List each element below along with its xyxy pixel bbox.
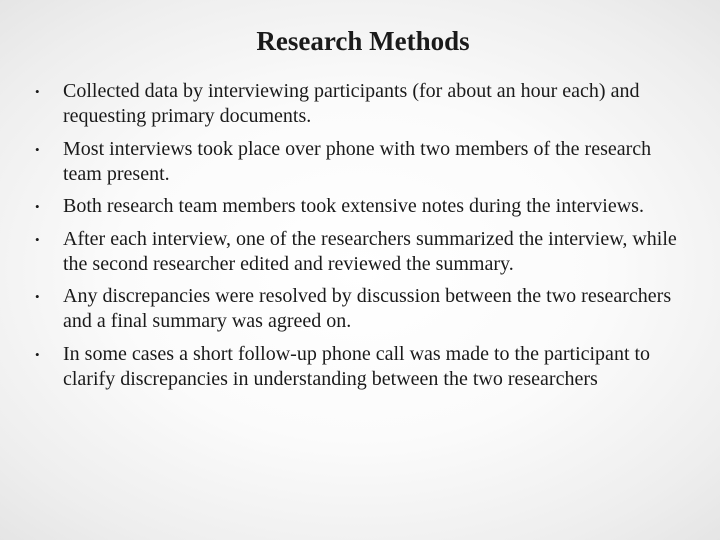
bullet-item [35,194,685,219]
bullet-item [35,284,685,334]
bullet-icon: • [35,84,40,99]
bullet-text: Most interviews took place over phone with two members of the research team present. [63,137,652,185]
bullet-icon: • [35,346,40,362]
slide-title: Research Methods [256,26,470,56]
bullet-text: Both research team members took extensive notes during the interviews. [63,195,644,217]
bullet-item [35,79,685,129]
bullet-text: Collected data by interviewing participants (for about an hour each) and requesting primary documents. [63,80,640,127]
bullet-text: Any discrepancies were resolved by discussion between the two researchers and a final summary was agreed on. [63,285,672,332]
bullet-list [35,79,685,399]
bullet-icon: • [35,141,40,157]
bullet-item [35,137,685,187]
bullet-icon: • [35,199,40,214]
bullet-item [35,342,685,392]
bullet-item [35,227,685,277]
bullet-text: In some cases a short follow-up phone call was made to the participant to clarify discrepancies in understanding between the two researchers [63,342,651,390]
bullet-icon: • [35,289,40,304]
bullet-text: After each interview, one of the researchers summarized the interview, while the second researcher edited and reviewed the summary. [63,227,677,275]
bullet-icon: • [35,231,40,247]
